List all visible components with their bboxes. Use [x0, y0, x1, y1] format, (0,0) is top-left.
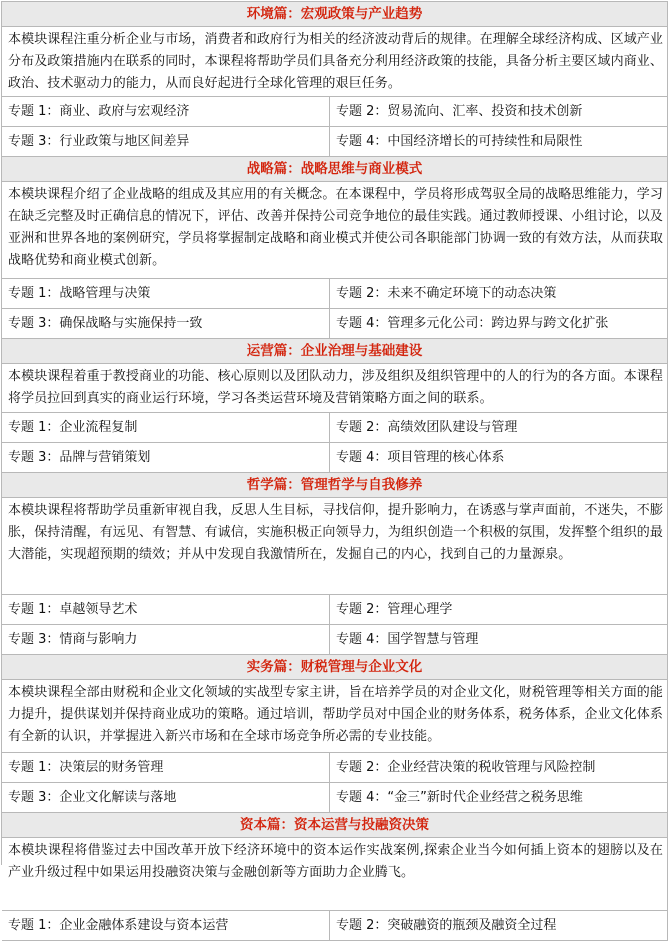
topic-cell: 专题 2：突破融资的瓶颈及融资全过程	[330, 911, 668, 941]
topic-cell: 专题 1：商业、政府与宏观经济	[2, 97, 330, 127]
topic-cell: 专题 4：项目管理的核心体系	[330, 443, 668, 473]
topic-row	[2, 443, 668, 473]
module-title: 环境篇：宏观政策与产业趋势	[2, 2, 668, 27]
topic-cell: 专题 4：中国经济增长的可持续性和局限性	[330, 127, 668, 157]
topic-cell: 专题 1：战略管理与决策	[2, 279, 330, 309]
topic-row	[2, 783, 668, 813]
module-description: 本模块课程将帮助学员重新审视自我，反思人生目标，寻找信仰，提升影响力，在诱惑与掌声面前，不迷失，不膨胀，保持清醒，有远见、有智慧、有诚信，实施积极正向领导力，为组织创造一个积极的氛围，发挥整个组织的最大潜能，实现超预期的绩效；并从中发现自我激情所在，发掘自己的内心，找到自己的力量源泉。	[2, 498, 668, 595]
module-description: 本模块课程全部由财税和企业文化领域的实战型专家主讲，旨在培养学员的对企业文化，财税管理等相关方面的能力提升，提供谋划并保持商业成功的策略。通过培训，帮助学员对中国企业的财务体系，税务体系，企业文化体系有全新的认识，并掌握进入新兴市场和在全球市场竞争所必需的专业技能。	[2, 680, 668, 753]
module-section	[2, 2, 668, 157]
topic-cell: 专题 1：企业金融体系建设与资本运营	[2, 911, 330, 941]
topic-cell: 专题 2：未来不确定环境下的动态决策	[330, 279, 668, 309]
module-description: 本模块课程注重分析企业与市场，消费者和政府行为相关的经济波动背后的规律。在理解全球经济构成、区域产业分布及政策措施内在联系的同时，本课程将帮助学员们具备充分利用经济政策的技能，具备分析主要区域内商业、政治、技术驱动力的能力，从而良好起进行全球化管理的艰巨任务。	[2, 27, 668, 97]
topic-cell: 专题 3：行业政策与地区间差异	[2, 127, 330, 157]
module-title: 哲学篇：管理哲学与自我修养	[2, 473, 668, 498]
topic-row	[2, 97, 668, 127]
module-title: 资本篇：资本运营与投融资决策	[2, 813, 668, 838]
topic-cell: 专题 2：贸易流向、汇率、投资和技术创新	[330, 97, 668, 127]
topic-row	[2, 595, 668, 625]
topic-row	[2, 753, 668, 783]
topic-row	[2, 625, 668, 655]
curriculum-table	[1, 1, 668, 933]
module-section	[2, 339, 668, 473]
topic-row	[2, 127, 668, 157]
topic-cell: 专题 3：企业文化解读与落地	[2, 783, 330, 813]
topic-cell: 专题 2：高绩效团队建设与管理	[330, 413, 668, 443]
topic-cell: 专题 3：情商与影响力	[2, 625, 330, 655]
topic-cell: 专题 2：企业经营决策的税收管理与风险控制	[330, 753, 668, 783]
topic-cell: 专题 2：管理心理学	[330, 595, 668, 625]
module-section	[2, 473, 668, 655]
module-description: 本模块课程将借鉴过去中国改革开放下经济环境中的资本运作实战案例,探索企业当今如何插上资本的翅膀以及在产业升级过程中如果运用投融资决策与金融创新等方面助力企业腾飞。	[2, 838, 668, 911]
topic-cell: 专题 1：卓越领导艺术	[2, 595, 330, 625]
module-section	[2, 813, 668, 941]
module-title: 实务篇：财税管理与企业文化	[2, 655, 668, 680]
topic-cell: 专题 4：国学智慧与管理	[330, 625, 668, 655]
topic-row	[2, 279, 668, 309]
module-title: 战略篇：战略思维与商业模式	[2, 157, 668, 182]
topic-cell: 专题 4：“金三”新时代企业经营之税务思维	[330, 783, 668, 813]
topic-cell: 专题 1：决策层的财务管理	[2, 753, 330, 783]
module-description: 本模块课程介绍了企业战略的组成及其应用的有关概念。在本课程中，学员将形成驾驭全局的战略思维能力，学习在缺乏完整及时正确信息的情况下，评估、改善并保持公司竞争地位的最佳实践。通过教师授课、小组讨论，以及亚洲和世界各地的案例研究，学员将掌握制定战略和商业模式并使公司各职能部门协调一致的有效方法，从而获取战略优势和商业模式创新。	[2, 182, 668, 279]
module-description: 本模块课程着重于教授商业的功能、核心原则以及团队动力，涉及组织及组织管理中的人的行为的各方面。本课程将学员拉回到真实的商业运行环境，学习各类运营环境及营销策略方面之间的联系。	[2, 364, 668, 413]
module-section	[2, 655, 668, 813]
topic-cell: 专题 3：确保战略与实施保持一致	[2, 309, 330, 339]
module-title: 运营篇：企业治理与基础建设	[2, 339, 668, 364]
topic-row	[2, 911, 668, 941]
topic-cell: 专题 3：品牌与营销策划	[2, 443, 330, 473]
topic-row	[2, 309, 668, 339]
topic-cell: 专题 1：企业流程复制	[2, 413, 330, 443]
topic-cell: 专题 4：管理多元化公司：跨边界与跨文化扩张	[330, 309, 668, 339]
module-section	[2, 157, 668, 339]
topic-row	[2, 413, 668, 443]
